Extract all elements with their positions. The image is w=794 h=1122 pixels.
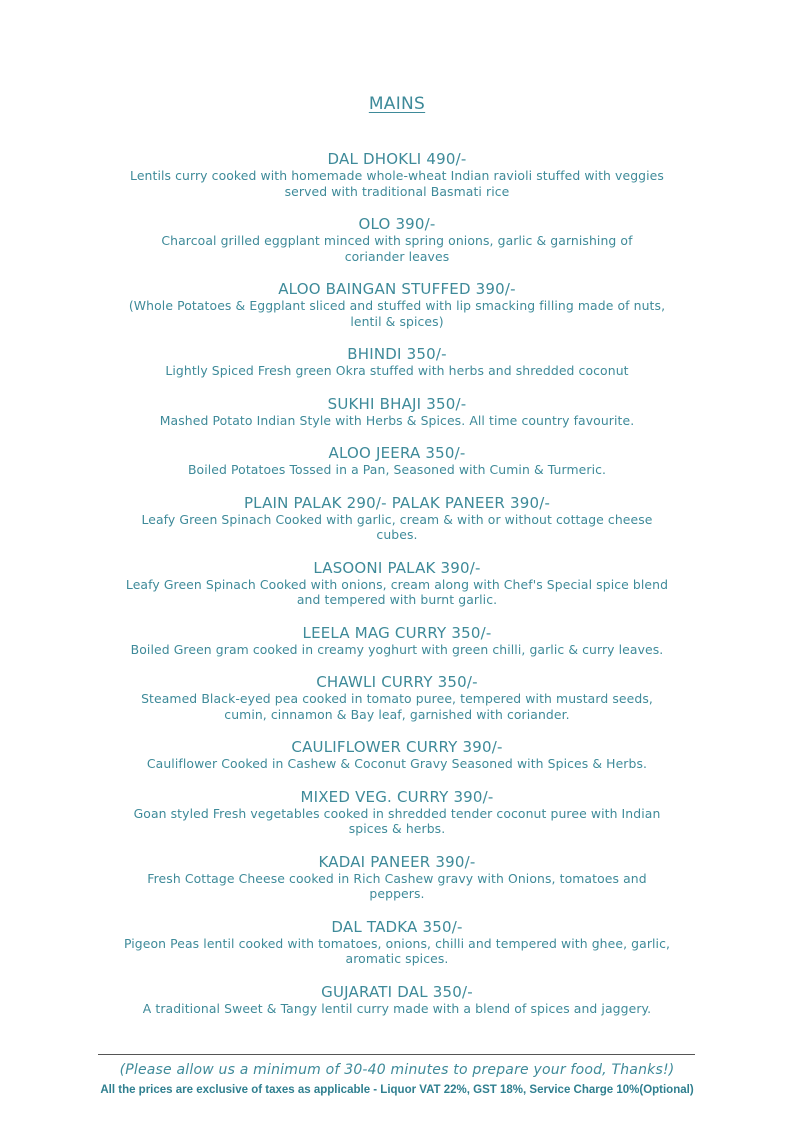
item-description-line: A traditional Sweet & Tangy lentil curry made with a blend of spices and jaggery. xyxy=(142,1000,652,1016)
menu-item-lasooni-palak xyxy=(90,559,704,608)
item-description-line: and tempered with burnt garlic. xyxy=(296,592,498,607)
item-name: MIXED VEG. CURRY 390/- xyxy=(300,787,494,806)
menu-item-dal-dhokli xyxy=(90,150,704,199)
item-name: CHAWLI CURRY 350/- xyxy=(316,673,478,691)
tax-disclaimer: All the prices are exclusive of taxes as applicable - Liquor VAT 22%, GST 18%, Service Charge 10%(Optional) xyxy=(100,1084,694,1096)
item-description-line: Leafy Green Spinach Cooked with onions, cream along with Chef's Special spice blend xyxy=(125,576,669,592)
menu-item-chawli-curry xyxy=(90,673,704,722)
item-description-line: Leafy Green Spinach Cooked with garlic, cream & with or without cottage cheese xyxy=(141,511,653,527)
item-description-line: Goan styled Fresh vegetables cooked in shredded tender coconut puree with Indian xyxy=(133,805,661,821)
item-description-line: coriander leaves xyxy=(344,248,450,264)
item-description-line: Lentils curry cooked with homemade whole-wheat Indian ravioli stuffed with veggies xyxy=(130,168,664,183)
item-description-line: Fresh Cottage Cheese cooked in Rich Cashew gravy with Onions, tomatoes and xyxy=(147,870,647,886)
item-name: GUJARATI DAL 350/- xyxy=(321,982,473,1001)
menu-item-palak xyxy=(90,494,704,543)
menu-item-aloo-jeera xyxy=(90,444,704,478)
menu-item-olo xyxy=(90,215,704,264)
menu-item-leela-mag-curry xyxy=(90,624,704,658)
item-name: OLO 390/- xyxy=(358,215,436,233)
item-name: DAL TADKA 350/- xyxy=(331,917,463,936)
item-description-line: Charcoal grilled eggplant minced with spring onions, garlic & garnishing of xyxy=(161,233,633,248)
item-name: PLAIN PALAK 290/- PALAK PANEER 390/- xyxy=(243,493,551,512)
item-name: LASOONI PALAK 390/- xyxy=(313,558,481,577)
item-name: KADAI PANEER 390/- xyxy=(318,852,476,871)
item-description-line: peppers. xyxy=(369,886,425,901)
menu-item-mixed-veg-curry xyxy=(90,788,704,837)
item-description-line: lentil & spices) xyxy=(350,313,444,329)
menu-item-aloo-baingan-stuffed xyxy=(90,280,704,329)
item-name: BHINDI 350/- xyxy=(347,345,447,363)
item-description-line: Cauliflower Cooked in Cashew & Coconut Gravy Seasoned with Spices & Herbs. xyxy=(146,756,648,771)
menu-item-gujarati-dal xyxy=(90,983,704,1017)
menu-item-cauliflower-curry xyxy=(90,738,704,772)
item-name: ALOO BAINGAN STUFFED 390/- xyxy=(278,280,516,298)
item-description-line: cumin, cinnamon & Bay leaf, garnished with coriander. xyxy=(224,706,570,722)
footer-divider xyxy=(98,1054,695,1055)
preparation-time-note: (Please allow us a minimum of 30-40 minutes to prepare your food, Thanks!) xyxy=(119,1062,675,1078)
item-description-line: (Whole Potatoes & Eggplant sliced and stuffed with lip smacking filling made of nuts, xyxy=(128,298,666,313)
item-name: LEELA MAG CURRY 350/- xyxy=(302,623,492,642)
item-name: DAL DHOKLI 490/- xyxy=(327,150,467,168)
item-description-line: Mashed Potato Indian Style with Herbs & Spices. All time country favourite. xyxy=(159,412,635,428)
item-description-line: Lightly Spiced Fresh green Okra stuffed with herbs and shredded coconut xyxy=(165,363,629,378)
item-description-line: served with traditional Basmati rice xyxy=(284,183,510,199)
item-description-line: Boiled Potatoes Tossed in a Pan, Seasoned with Cumin & Turmeric. xyxy=(187,462,607,477)
item-description-line: Pigeon Peas lentil cooked with tomatoes, onions, chilli and tempered with ghee, garlic, xyxy=(123,935,671,951)
item-description-line: spices & herbs. xyxy=(348,821,446,836)
item-description-line: aromatic spices. xyxy=(345,951,449,966)
menu-items-list xyxy=(90,150,704,1016)
item-name: ALOO JEERA 350/- xyxy=(328,444,466,462)
item-description-line: cubes. xyxy=(376,527,418,542)
item-name: CAULIFLOWER CURRY 390/- xyxy=(291,738,503,756)
item-name: SUKHI BHAJI 350/- xyxy=(327,394,467,413)
menu-item-kadai-paneer xyxy=(90,853,704,902)
item-description-line: Boiled Green gram cooked in creamy yoghurt with green chilli, garlic & curry leaves. xyxy=(130,641,664,657)
item-description-line: Steamed Black-eyed pea cooked in tomato puree, tempered with mustard seeds, xyxy=(141,691,653,706)
menu-item-dal-tadka xyxy=(90,918,704,967)
menu-item-bhindi xyxy=(90,345,704,379)
menu-item-sukhi-bhaji xyxy=(90,395,704,429)
section-title: MAINS xyxy=(368,94,426,114)
